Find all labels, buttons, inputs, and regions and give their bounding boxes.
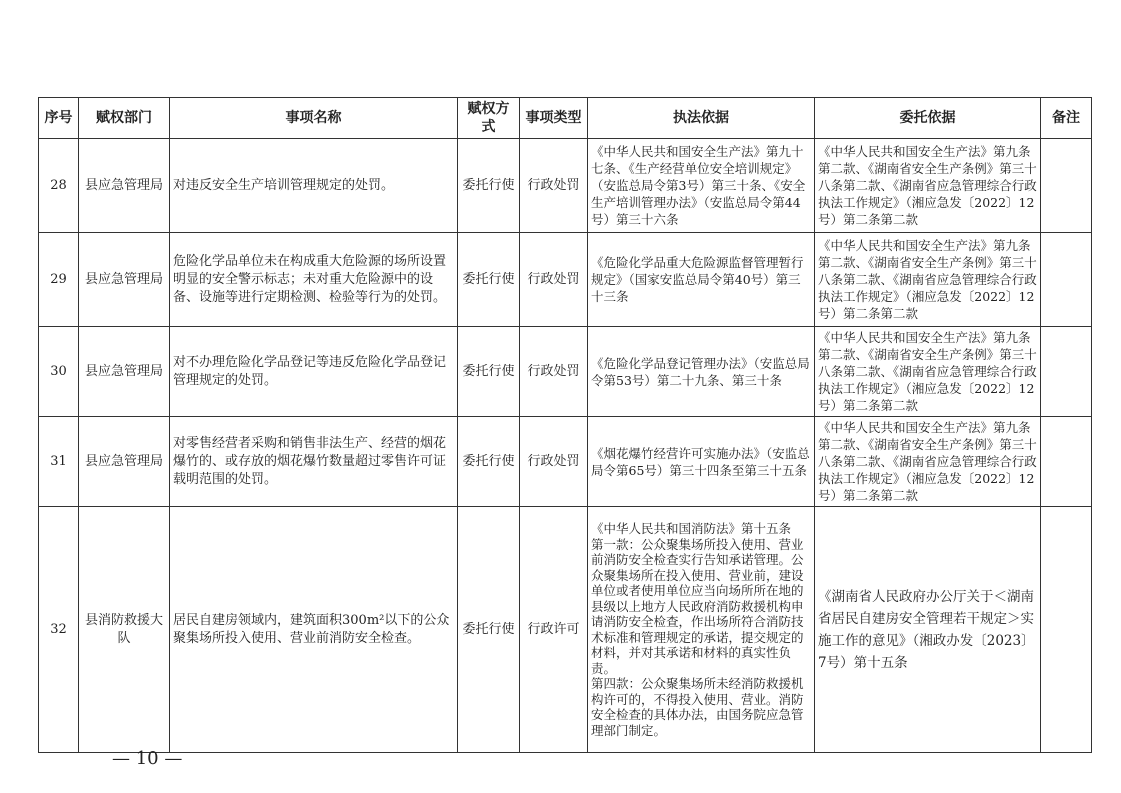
page-number: — 10 — [112, 748, 183, 769]
row-type: 行政许可 [520, 507, 588, 753]
row-basis [588, 327, 815, 417]
row-note [1041, 327, 1092, 417]
table-row [39, 139, 1092, 233]
row-entrust: 《中华人民共和国安全生产法》第九条第二款、《湖南省安全生产条例》第三十八条第二款、《湖南省应急管理综合行政执法工作规定》（湘应急发〔2022〕12号）第二条第二款 [815, 233, 1041, 327]
row-dept: 县消防救援大队 [79, 507, 170, 753]
row-entrust: 《湖南省人民政府办公厅关于＜湖南省居民自建房安全管理若干规定＞实施工作的意见》（湘政办发〔2023〕7号）第十五条 [815, 507, 1041, 753]
row-dept: 县应急管理局 [79, 417, 170, 507]
row-note [1041, 233, 1092, 327]
header-mode: 赋权方式 [458, 98, 520, 139]
table-row [39, 233, 1092, 327]
row-number: 28 [39, 139, 79, 233]
row-entrust: 《中华人民共和国安全生产法》第九条第二款、《湖南省安全生产条例》第三十八条第二款、《湖南省应急管理综合行政执法工作规定》（湘应急发〔2022〕12号）第二条第二款 [815, 139, 1041, 233]
header-type: 事项类型 [520, 98, 588, 139]
basis-paragraph: 第一款：公众聚集场所投入使用、营业前消防安全检查实行告知承诺管理。公众聚集场所在投入使用、营业前，建设单位或者使用单位应当向场所所在地的县级以上地方人民政府消防救援机构申请消防安全检查，作出场所符合消防技术标准和管理规定的承诺，提交规定的材料，并对其承诺和材料的真实性负责。 [591, 536, 804, 676]
row-type: 行政处罚 [520, 327, 588, 417]
header-note: 备注 [1041, 98, 1092, 139]
row-dept: 县应急管理局 [79, 233, 170, 327]
row-type: 行政处罚 [520, 233, 588, 327]
row-entrust: 《中华人民共和国安全生产法》第九条第二款、《湖南省安全生产条例》第三十八条第二款、《湖南省应急管理综合行政执法工作规定》（湘应急发〔2022〕12号）第二条第二款 [815, 327, 1041, 417]
row-number: 31 [39, 417, 79, 507]
table-header-row [39, 98, 1092, 139]
basis-paragraph: 《危险化学品登记管理办法》（安监总局令第53号）第二十九条、第三十条 [591, 355, 810, 388]
basis-paragraph: 《危险化学品重大危险源监督管理暂行规定》（国家安监总局令第40号）第三十三条 [591, 255, 804, 304]
row-item: 对零售经营者采购和销售非法生产、经营的烟花爆竹的、或存放的烟花爆竹数量超过零售许可证载明范围的处罚。 [170, 417, 458, 507]
row-mode: 委托行使 [458, 417, 520, 507]
row-dept: 县应急管理局 [79, 327, 170, 417]
row-number: 30 [39, 327, 79, 417]
header-basis: 执法依据 [588, 98, 815, 139]
row-number: 29 [39, 233, 79, 327]
table-row [39, 417, 1092, 507]
row-dept: 县应急管理局 [79, 139, 170, 233]
table-row [39, 507, 1092, 753]
basis-paragraph: 《烟花爆竹经营许可实施办法》（安监总局令第65号）第三十四条至第三十五条 [591, 445, 810, 478]
row-item: 居民自建房领域内，建筑面积300m²以下的公众聚集场所投入使用、营业前消防安全检查。 [170, 507, 458, 753]
row-item: 对违反安全生产培训管理规定的处罚。 [170, 139, 458, 233]
row-note [1041, 139, 1092, 233]
header-item: 事项名称 [170, 98, 458, 139]
row-item: 对不办理危险化学品登记等违反危险化学品登记管理规定的处罚。 [170, 327, 458, 417]
row-basis [588, 233, 815, 327]
header-entrust: 委托依据 [815, 98, 1041, 139]
row-note [1041, 507, 1092, 753]
row-type: 行政处罚 [520, 417, 588, 507]
table-row [39, 327, 1092, 417]
row-basis [588, 507, 815, 753]
row-basis [588, 139, 815, 233]
authorization-table [38, 97, 1092, 753]
row-mode: 委托行使 [458, 327, 520, 417]
row-note [1041, 417, 1092, 507]
row-basis [588, 417, 815, 507]
row-mode: 委托行使 [458, 507, 520, 753]
row-item: 危险化学品单位未在构成重大危险源的场所设置明显的安全警示标志；未对重大危险源中的设备、设施等进行定期检测、检验等行为的处罚。 [170, 233, 458, 327]
row-entrust: 《中华人民共和国安全生产法》第九条第二款、《湖南省安全生产条例》第三十八条第二款、《湖南省应急管理综合行政执法工作规定》（湘应急发〔2022〕12号）第二条第二款 [815, 417, 1041, 507]
basis-paragraph: 《中华人民共和国安全生产法》第九十七条、《生产经营单位安全培训规定》（安监总局令第3号）第三十条、《安全生产培训管理办法》（安监总局令第44号）第三十六条 [591, 144, 806, 227]
row-type: 行政处罚 [520, 139, 588, 233]
basis-paragraph: 《中华人民共和国消防法》第十五条 [591, 521, 792, 536]
row-number: 32 [39, 507, 79, 753]
basis-paragraph: 第四款：公众聚集场所未经消防救援机构许可的，不得投入使用、营业。消防安全检查的具体办法，由国务院应急管理部门制定。 [591, 676, 804, 738]
row-mode: 委托行使 [458, 139, 520, 233]
header-dept: 赋权部门 [79, 98, 170, 139]
header-no: 序号 [39, 98, 79, 139]
row-mode: 委托行使 [458, 233, 520, 327]
